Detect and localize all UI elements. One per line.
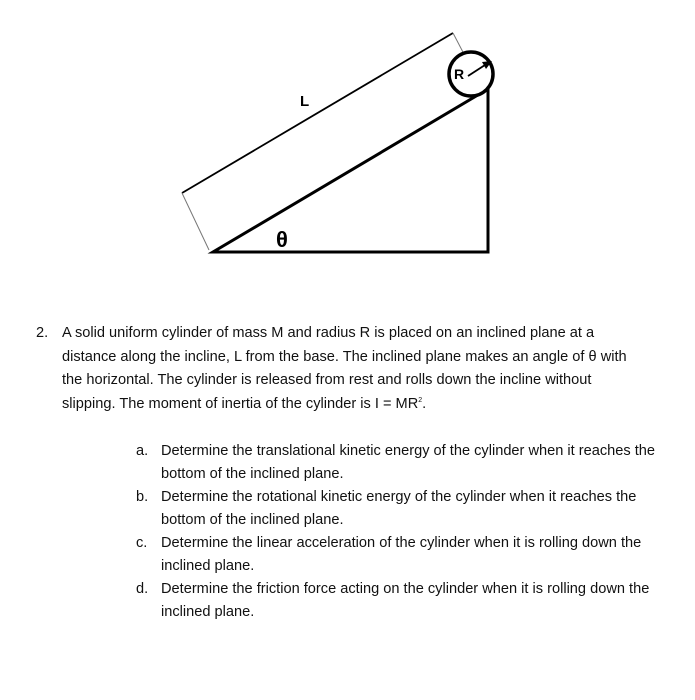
length-dimension-line	[182, 33, 453, 193]
question-parts	[136, 440, 666, 624]
part-a-text: Determine the translational kinetic energy of the cylinder when it reaches the bottom of the inclined plane.	[161, 443, 656, 482]
radius-label: R	[454, 66, 465, 82]
inclined-plane	[213, 89, 488, 252]
part-a	[136, 440, 666, 486]
part-d	[136, 578, 666, 624]
part-c	[136, 532, 666, 578]
problem-statement	[36, 322, 636, 416]
part-a-letter: a.	[136, 443, 149, 459]
moment-exponent: 2	[418, 396, 423, 404]
length-label: L	[300, 93, 310, 110]
part-b-letter: b.	[136, 489, 149, 505]
problem-number: 2.	[36, 325, 49, 341]
moment-formula: MR	[395, 395, 419, 412]
moment-end: .	[422, 395, 427, 412]
part-b	[136, 486, 666, 532]
part-b-text: Determine the rotational kinetic energy of the cylinder when it reaches the bottom of the inclined plane.	[161, 489, 637, 528]
problem-text	[62, 322, 636, 416]
part-c-text: Determine the linear acceleration of the cylinder when it is rolling down the inclined plane.	[161, 535, 642, 574]
part-d-text: Determine the friction force acting on the cylinder when it is rolling down the inclined plane.	[161, 581, 650, 620]
incline-diagram	[0, 0, 695, 300]
angle-label: θ	[276, 227, 288, 252]
problem-text-main: A solid uniform cylinder of mass M and radius R is placed on an inclined plane at a distance along the incline, L from the base. The inclined plane makes an angle of θ with the horizontal. The cylinder is released from rest and rolls down the incline without slipping. The moment of inertia of the cylinder is I =	[62, 325, 627, 412]
length-dimension-tick-bottom	[182, 193, 209, 250]
part-d-letter: d.	[136, 581, 149, 597]
part-c-letter: c.	[136, 535, 148, 551]
